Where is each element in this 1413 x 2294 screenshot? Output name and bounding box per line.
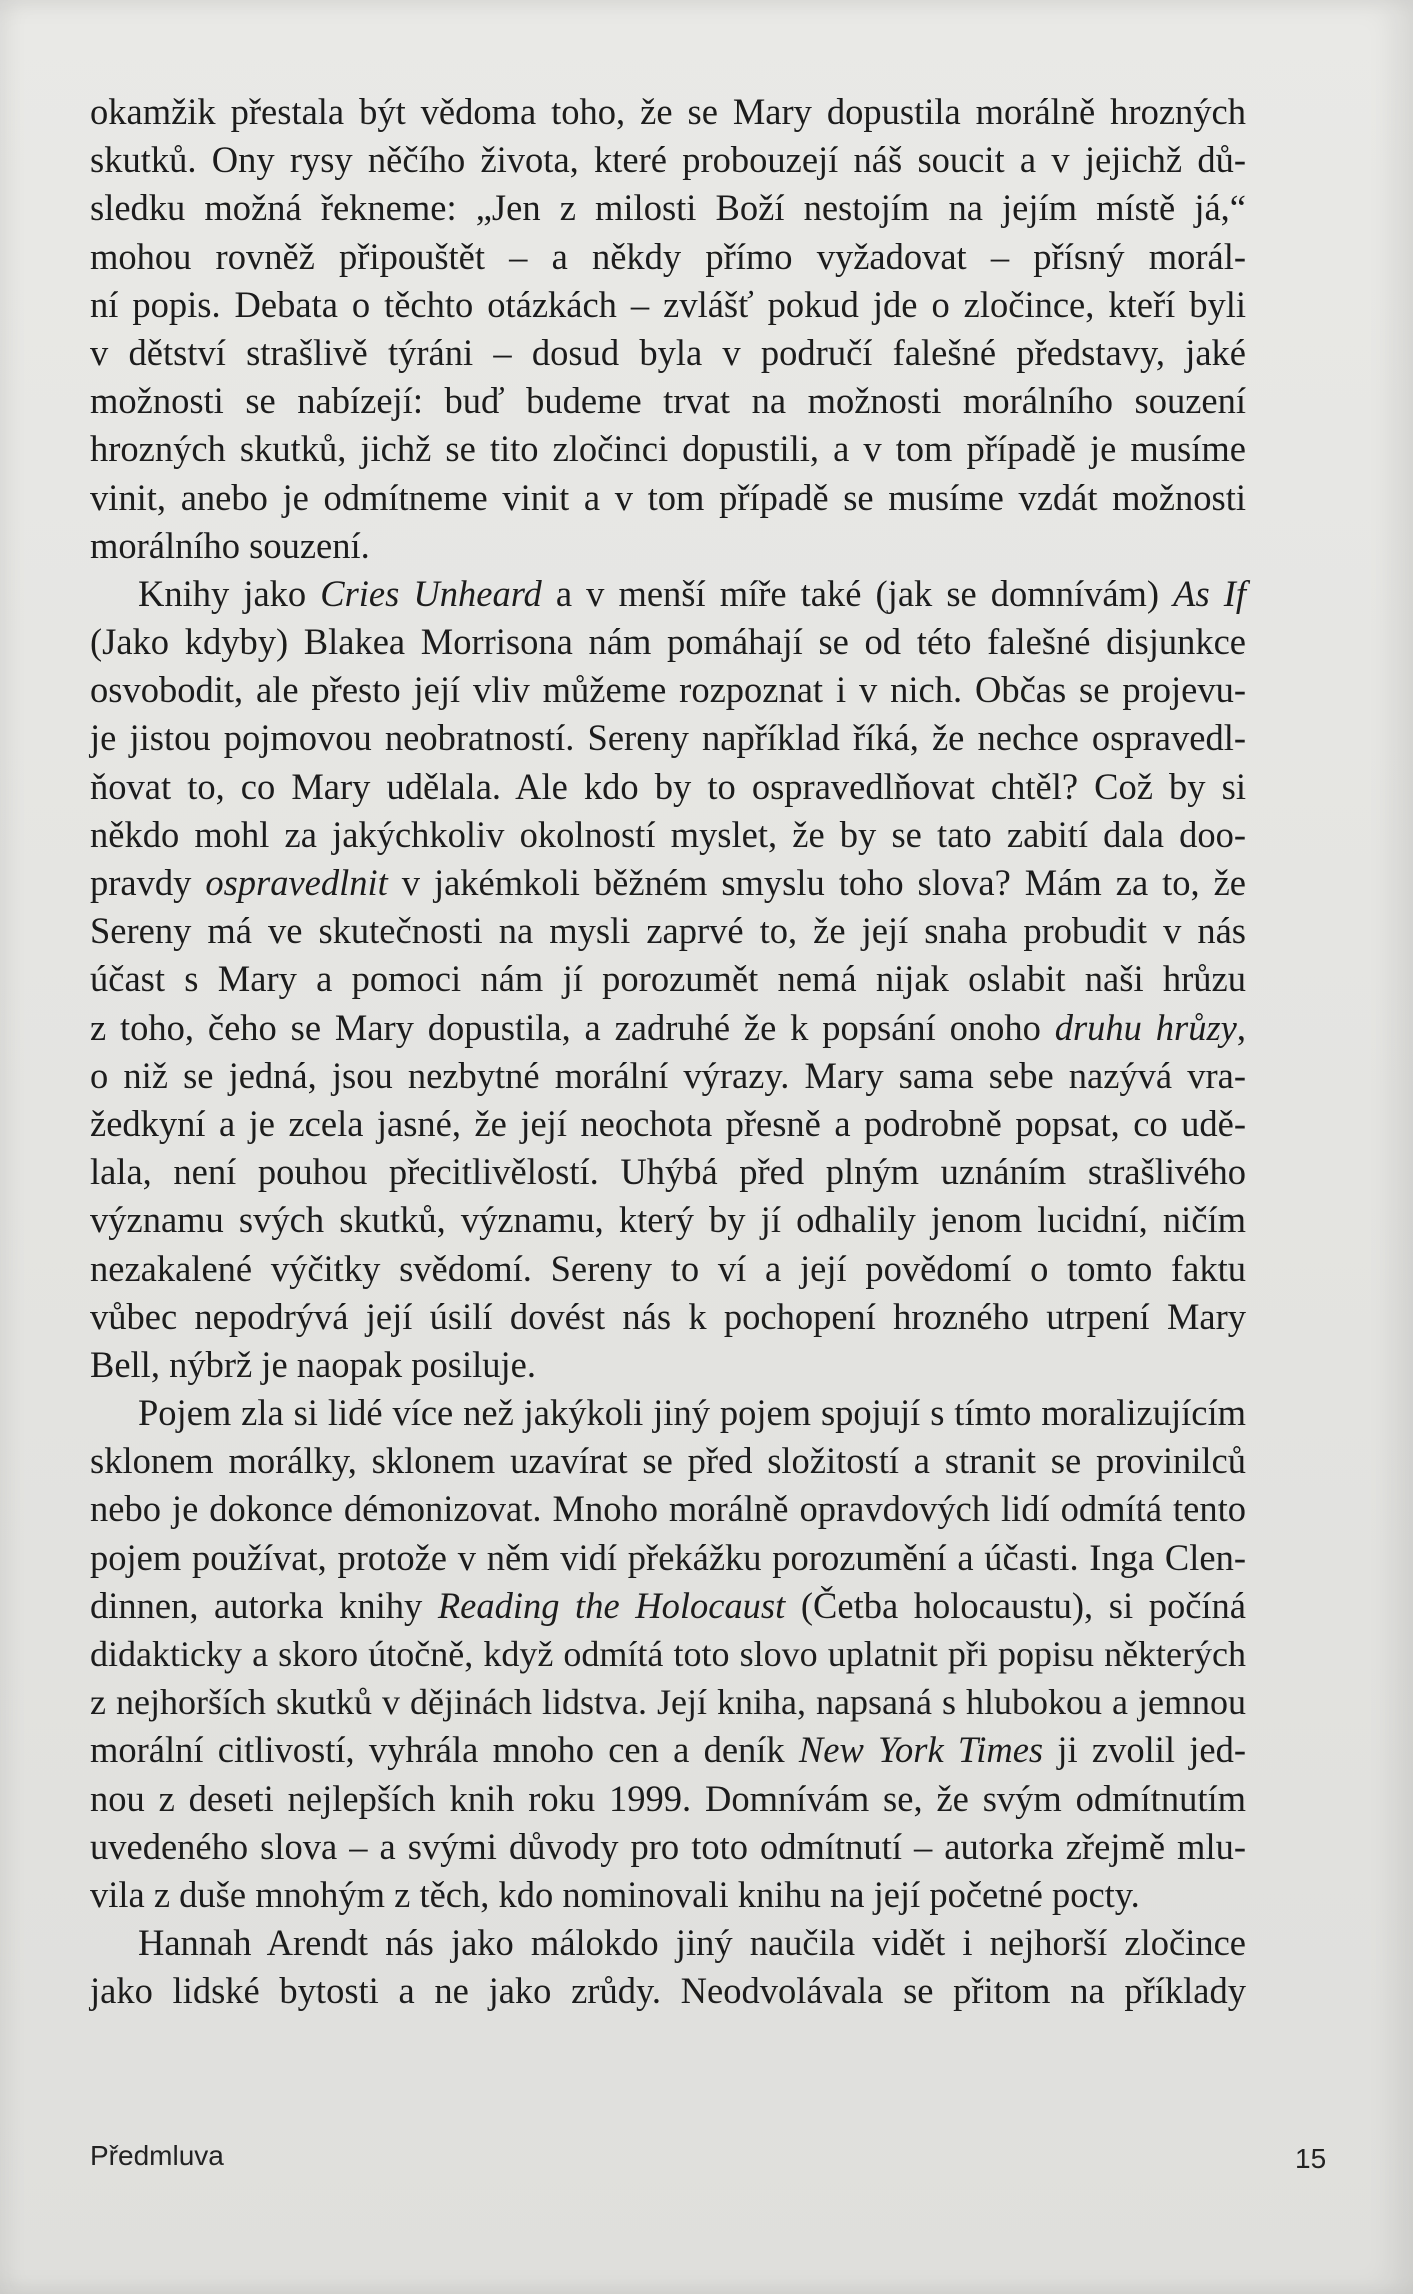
text-line xyxy=(90,1678,1246,1726)
text-segment: uvedeného slova – a svými důvody pro toto odmítnutí – autorka zřejmě mlu- xyxy=(90,1825,1246,1867)
text-line xyxy=(90,88,1246,136)
text-segment: ní popis. Debata o těchto otázkách – zvlášť pokud jde o zločince, kteří byli xyxy=(90,283,1246,325)
text-line xyxy=(90,1437,1246,1485)
text-line xyxy=(90,377,1246,425)
text-segment: nezakalené výčitky svědomí. Sereny to ví a její povědomí o tomto faktu xyxy=(90,1247,1246,1289)
text-line xyxy=(90,1534,1246,1582)
text-line xyxy=(90,522,1246,570)
running-footer-section: Předmluva xyxy=(90,2140,224,2171)
italic-title: New York Times xyxy=(798,1729,1044,1771)
text-line xyxy=(90,1148,1246,1196)
text-segment: osvobodit, ale přesto její vliv můžeme rozpoznat i v nich. Občas se projevu- xyxy=(90,669,1246,711)
text-segment: (Četba holocaustu), si počíná xyxy=(785,1584,1246,1626)
text-line xyxy=(90,281,1246,329)
text-line xyxy=(90,570,1246,618)
text-line xyxy=(90,1100,1246,1148)
text-segment: je jistou pojmovou neobratností. Sereny například říká, že nechce ospravedl- xyxy=(90,717,1246,759)
italic-title: As If xyxy=(1173,572,1247,614)
text-segment: nou z deseti nejlepších knih roku 1999. Domnívám se, že svým odmítnutím xyxy=(90,1777,1246,1819)
italic-title: druhu hrůzy xyxy=(1054,1006,1237,1048)
text-segment: ji zvolil jed- xyxy=(1043,1729,1247,1771)
text-segment: Sereny má ve skutečnosti na mysli zaprvé to, že její snaha probudit v nás xyxy=(90,910,1246,952)
text-segment: a v menší míře také (jak se domnívám) xyxy=(541,572,1174,614)
italic-title: ospravedlnit xyxy=(205,862,388,903)
text-line xyxy=(90,136,1246,184)
text-segment: Hannah Arendt nás jako málokdo jiný naučila vidět i nejhorší zločince xyxy=(138,1922,1246,1964)
text-line xyxy=(90,329,1246,377)
text-line xyxy=(90,1052,1246,1100)
text-segment: Bell, nýbrž je naopak posiluje. xyxy=(90,1343,537,1385)
text-segment: ňovat to, co Mary udělala. Ale kdo by to ospravedlňovat chtěl? Což by si xyxy=(90,765,1246,807)
text-segment: (Jako kdyby) Blakea Morrisona nám pomáhají se od této falešné disjunkce xyxy=(90,621,1246,663)
text-line xyxy=(90,1823,1246,1871)
text-segment: někdo mohl za jakýchkoliv okolností myslet, že by se tato zabití dala doo- xyxy=(90,813,1246,855)
text-segment: lala, není pouhou přecitlivělostí. Uhýbá před plným uznáním strašlivého xyxy=(90,1151,1246,1193)
text-segment: sklonem morálky, sklonem uzavírat se před složitostí a stranit se provinilců xyxy=(90,1440,1246,1482)
text-line xyxy=(90,1004,1246,1052)
text-line xyxy=(90,859,1246,907)
text-segment: žedkyní a je zcela jasné, že její neochota přesně a podrobně popsat, co udě- xyxy=(90,1102,1246,1144)
text-segment: morální citlivostí, vyhrála mnoho cen a deník xyxy=(90,1729,799,1771)
text-line xyxy=(90,763,1246,811)
text-segment: účast s Mary a pomoci nám jí porozumět nemá nijak oslabit naši hrůzu xyxy=(90,958,1246,1000)
text-line xyxy=(90,233,1246,281)
text-line xyxy=(90,425,1246,473)
text-segment: mohou rovněž připouštět – a někdy přímo vyžadovat – přísný morál- xyxy=(90,235,1246,277)
text-segment: , xyxy=(1236,1006,1246,1048)
text-segment: o niž se jedná, jsou nezbytné morální výrazy. Mary sama sebe nazývá vra- xyxy=(90,1054,1246,1096)
text-line xyxy=(90,1485,1246,1533)
text-segment: vinit, anebo je odmítneme vinit a v tom případě se musíme vzdát možnosti xyxy=(90,476,1246,518)
text-line xyxy=(90,1871,1246,1919)
text-line xyxy=(90,184,1246,232)
italic-title: Cries Unheard xyxy=(320,572,542,614)
text-segment: Knihy jako xyxy=(138,572,321,614)
text-line xyxy=(90,1389,1246,1437)
text-segment: okamžik přestala být vědoma toho, že se Mary dopustila morálně hrozných xyxy=(90,91,1246,132)
text-line xyxy=(90,1196,1246,1244)
text-segment: vůbec nepodrývá její úsilí dovést nás k pochopení hrozného utrpení Mary xyxy=(90,1295,1246,1337)
text-line xyxy=(90,714,1246,762)
text-segment: sledku možná řekneme: „Jen z milosti Boží nestojím na jejím místě já,“ xyxy=(90,187,1246,229)
text-line xyxy=(90,1726,1246,1774)
page-number: 15 xyxy=(1295,2143,1327,2174)
text-segment: pravdy xyxy=(90,862,206,903)
text-line xyxy=(90,1775,1246,1823)
text-line xyxy=(90,1967,1246,2015)
text-segment: vila z duše mnohým z těch, kdo nominovali knihu na její početné pocty. xyxy=(90,1873,1140,1915)
text-line xyxy=(90,1919,1246,1967)
text-line xyxy=(90,1630,1246,1678)
text-line xyxy=(90,1341,1246,1389)
text-line xyxy=(90,907,1246,955)
text-segment: v dětství strašlivě týráni – dosud byla v područí falešné představy, jaké xyxy=(90,331,1246,373)
text-line xyxy=(90,666,1246,714)
text-segment: v jakémkoli běžném smyslu toho slova? Mám za to, že xyxy=(387,862,1246,903)
text-segment: jako lidské bytosti a ne jako zrůdy. Neodvolávala se přitom na příklady xyxy=(90,1970,1246,2012)
body-text xyxy=(90,88,1246,2016)
text-line xyxy=(90,474,1246,522)
text-line xyxy=(90,618,1246,666)
text-segment: Pojem zla si lidé více než jakýkoli jiný pojem spojují s tímto moralizujícím xyxy=(138,1392,1246,1434)
text-segment: možnosti se nabízejí: buď budeme trvat na možnosti morálního souzení xyxy=(90,380,1246,422)
text-line xyxy=(90,1293,1246,1341)
text-segment: hrozných skutků, jichž se tito zločinci dopustili, a v tom případě je musíme xyxy=(90,428,1246,470)
text-segment: významu svých skutků, významu, který by jí odhalily jenom lucidní, ničím xyxy=(90,1199,1246,1241)
text-segment: skutků. Ony rysy něčího života, které probouzejí náš soucit a v jejichž dů- xyxy=(90,139,1246,181)
text-segment: pojem používat, protože v něm vidí překážku porozumění a účasti. Inga Clen- xyxy=(90,1536,1246,1578)
text-segment: didakticky a skoro útočně, když odmítá toto slovo uplatnit při popisu některých xyxy=(90,1634,1246,1674)
text-segment: z toho, čeho se Mary dopustila, a zadruhé že k popsání onoho xyxy=(90,1006,1055,1048)
text-line xyxy=(90,1582,1246,1630)
text-line xyxy=(90,955,1246,1003)
text-segment: morálního souzení. xyxy=(90,524,370,566)
text-segment: z nejhorších skutků v dějinách lidstva. Její kniha, napsaná s hlubokou a jemnou xyxy=(90,1682,1246,1723)
text-line xyxy=(90,811,1246,859)
italic-title: Reading the Holocaust xyxy=(437,1584,786,1626)
text-line xyxy=(90,1245,1246,1293)
text-segment: nebo je dokonce démonizovat. Mnoho morálně opravdových lidí odmítá tento xyxy=(90,1488,1246,1530)
text-segment: dinnen, autorka knihy xyxy=(90,1584,438,1626)
